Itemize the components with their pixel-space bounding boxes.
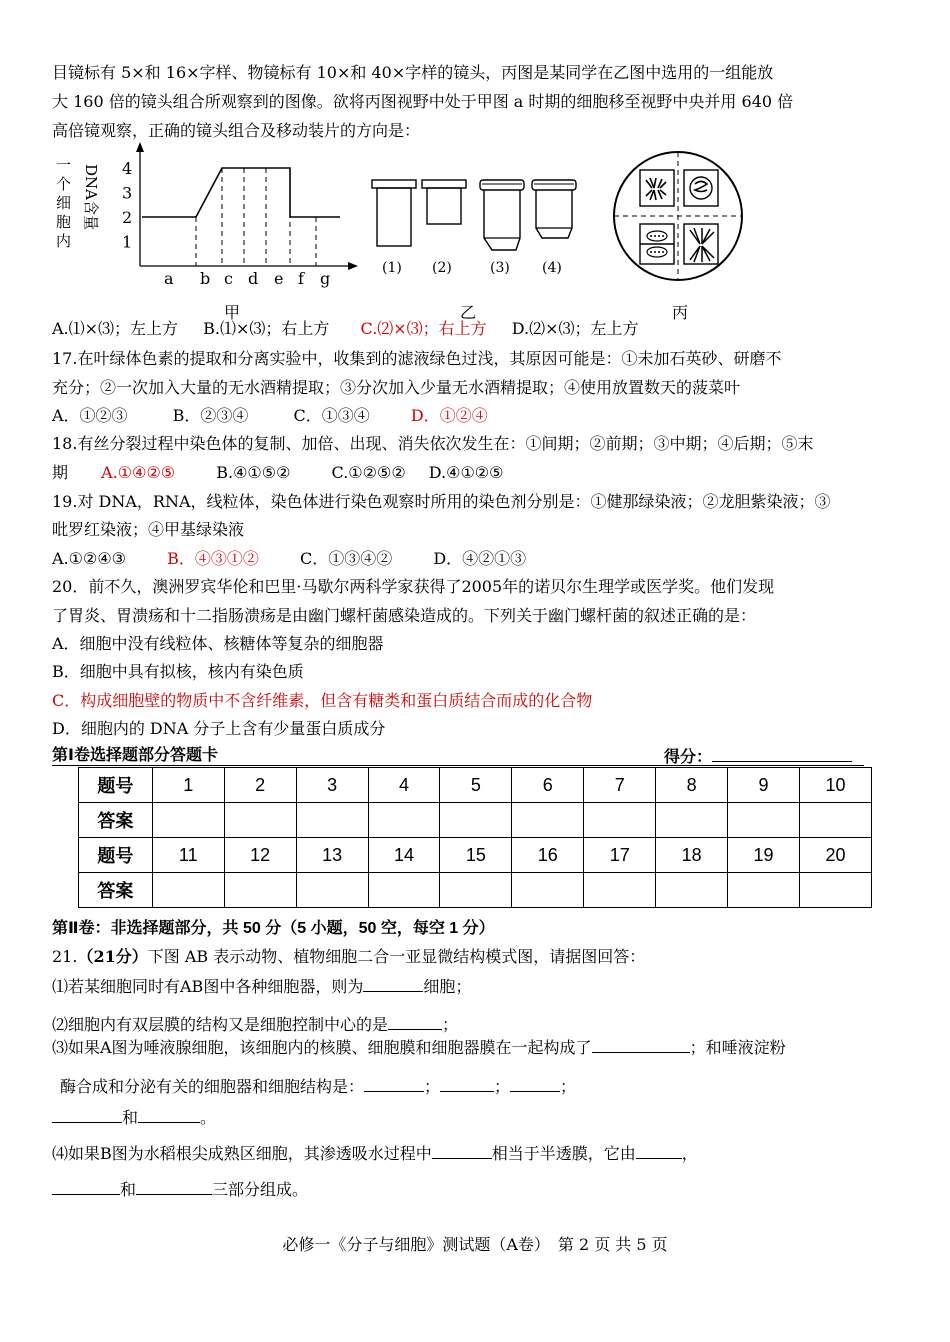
- q18-stem-1: 18.有丝分裂过程中染色体的复制、加倍、出现、消失依次发生在：①间期；②前期；③中期；④后期；⑤末: [52, 434, 814, 453]
- num-cell: 16: [512, 838, 584, 873]
- q17-option-b: B．②③④: [172, 406, 249, 425]
- intro-line-3: 高倍镜观察，正确的镜头组合及移动装片的方向是：: [52, 121, 421, 140]
- blank-8[interactable]: [138, 1106, 200, 1123]
- q21-sub-4-line-2: [52, 1178, 308, 1201]
- row-label-num: 题号: [79, 768, 153, 803]
- answer-card-title: 第Ⅰ卷选择题部分答题卡: [52, 747, 218, 764]
- blank-5[interactable]: [440, 1075, 494, 1092]
- bing-caption: 丙: [672, 303, 689, 322]
- blank-6[interactable]: [510, 1075, 560, 1092]
- q16-option-c: C.⑵×⑶；右上方: [360, 319, 487, 338]
- jia-xtick-label: b: [200, 269, 211, 288]
- s3-end: 。: [200, 1108, 217, 1127]
- num-cell: 2: [224, 768, 296, 803]
- q21-sub-4: [52, 1142, 698, 1165]
- s1-pre: ⑴若某细胞同时有AB图中各种细胞器，则为: [52, 977, 364, 996]
- s4-mid: 相当于半透膜，它由: [491, 1144, 636, 1163]
- num-cell: 4: [368, 768, 440, 803]
- q18-stem-2: 期: [52, 463, 69, 482]
- num-cell: 19: [728, 838, 800, 873]
- blank-4[interactable]: [364, 1075, 424, 1092]
- answer-cell[interactable]: [656, 873, 728, 908]
- q18-option-b: B.④①⑤②: [216, 463, 291, 482]
- q17-option-a: A．①②③: [52, 406, 128, 425]
- blank-3[interactable]: [592, 1036, 690, 1053]
- answer-cell[interactable]: [799, 803, 871, 838]
- sep-1: ；: [424, 1077, 441, 1096]
- cell-bottom-left: [640, 224, 674, 264]
- intro-line-1: 目镜标有 5×和 16×字样、物镜标有 10×和 40×字样的镜头，丙图是某同学在乙图中选用的一组能放: [52, 63, 774, 82]
- answer-cell[interactable]: [584, 873, 656, 908]
- jia-ytick-label: 1: [122, 232, 133, 252]
- num-cell: 6: [512, 768, 584, 803]
- bing-field-of-view: [610, 148, 750, 288]
- q17-option-c: C．①③④: [293, 406, 370, 425]
- q20-stem-2: 了胃炎、胃溃疡和十二指肠溃疡是由幽门螺杆菌感染造成的。下列关于幽门螺杆菌的叙述正确的是：: [52, 606, 757, 625]
- q21-score: （21分）: [77, 947, 148, 966]
- q18-option-c: C.①②⑤②: [331, 463, 406, 482]
- q20-option-b: B．细胞中具有拟核，核内有染色质: [52, 662, 304, 681]
- jia-ytick-label: 2: [122, 208, 133, 227]
- row-label-ans: 答案: [79, 873, 153, 908]
- lens-label-3: (3): [490, 260, 510, 276]
- answer-cell[interactable]: [512, 873, 584, 908]
- score-label-text: 得分：: [664, 749, 713, 766]
- answer-row-ans-2: [79, 873, 872, 908]
- jia-dna-graph: [52, 142, 372, 292]
- cell-bottom-right: [684, 224, 718, 264]
- jia-ylabel-char: 个: [56, 175, 72, 193]
- answer-row-nums-1: [79, 768, 872, 803]
- jia-ylabel-char: 胞: [56, 213, 72, 231]
- jia-xtick-label: e: [274, 269, 284, 288]
- answer-cell[interactable]: [368, 873, 440, 908]
- s1-post: 细胞；: [423, 977, 472, 996]
- q21-sub-2: [52, 1013, 458, 1036]
- s4-comma: ，: [681, 1144, 698, 1163]
- row-label-ans: 答案: [79, 803, 153, 838]
- figure-area: [52, 142, 912, 322]
- q16-option-b: B.⑴×⑶；右上方: [203, 319, 330, 338]
- q18-option-d: D.④①②⑤: [428, 463, 504, 482]
- jia-ylabel-char: 一: [56, 156, 72, 174]
- q17-stem-2: 充分；②一次加入大量的无水酒精提取；③分次加入少量无水酒精提取；④使用放置数天的菠菜叶: [52, 378, 741, 397]
- num-cell: 13: [296, 838, 368, 873]
- page-footer: 必修一《分子与细胞》测试题（A卷） 第 2 页 共 5 页: [282, 1235, 668, 1254]
- jia-caption: 甲: [224, 303, 241, 322]
- lens-label-1: (1): [382, 260, 402, 276]
- q20-option-c: C．构成细胞壁的物质中不含纤维素，但含有糖类和蛋白质结合而成的化合物: [52, 691, 593, 710]
- answer-cell[interactable]: [728, 873, 800, 908]
- s2-pre: ⑵细胞内有双层膜的结构又是细胞控制中心的是: [52, 1015, 389, 1034]
- q20-stem-1: 20．前不久，澳洲罗宾华伦和巴里·马歇尔两科学家获得了2005年的诺贝尔生理学或医学奖。他们发现: [52, 577, 775, 596]
- jia-ylabel-char: 细: [56, 194, 72, 212]
- jia-xtick-label: d: [248, 269, 259, 288]
- blank-9[interactable]: [432, 1142, 492, 1159]
- q17-stem-1: 17.在叶绿体色素的提取和分离实验中，收集到的滤液绿色过浅，其原因可能是：①未加石英砂、研磨不: [52, 349, 782, 368]
- num-cell: 12: [224, 838, 296, 873]
- q17-options: [52, 405, 488, 427]
- q18-option-a: A.①④②⑤: [101, 463, 176, 482]
- blank-7[interactable]: [52, 1106, 122, 1123]
- s3-post: ；和唾液淀粉: [689, 1038, 786, 1057]
- answer-cell[interactable]: [152, 803, 224, 838]
- answer-row-nums-2: [79, 838, 872, 873]
- q21-sub-3-line-3: [52, 1106, 216, 1129]
- jia-ylabel-dna: DNA含量: [82, 164, 100, 230]
- num-cell: 14: [368, 838, 440, 873]
- blank-12[interactable]: [136, 1178, 212, 1195]
- q17-option-d: D．①②④: [410, 406, 488, 425]
- q21-stem-text: 下图 AB 表示动物、植物细胞二合一亚显微结构模式图，请据图回答：: [147, 947, 646, 966]
- num-cell: 8: [656, 768, 728, 803]
- num-cell: 1: [152, 768, 224, 803]
- answer-cell[interactable]: [584, 803, 656, 838]
- s3-and: 和: [122, 1108, 139, 1127]
- q16-option-a: A.⑴×⑶；左上方: [52, 319, 179, 338]
- lens-label-2: (2): [432, 260, 452, 276]
- q16-option-d: D.⑵×⑶；左上方: [511, 319, 639, 338]
- sep-3: ；: [560, 1077, 577, 1096]
- q21-sub-3: [52, 1036, 786, 1059]
- answer-cell[interactable]: [296, 873, 368, 908]
- num-cell: 11: [152, 838, 224, 873]
- cell-top-left: [640, 170, 674, 206]
- num-cell: 9: [728, 768, 800, 803]
- jia-xtick-label: a: [164, 269, 174, 288]
- row-label-num: 题号: [79, 838, 153, 873]
- jia-dna-curve: [142, 168, 340, 217]
- num-cell: 10: [799, 768, 871, 803]
- s4-end: 三部分组成。: [212, 1180, 309, 1199]
- q21-num: 21.: [52, 947, 78, 966]
- answer-cell[interactable]: [440, 803, 512, 838]
- title-underline: [52, 765, 864, 766]
- s3-line2: 酶合成和分泌有关的细胞器和细胞结构是：: [60, 1077, 365, 1096]
- q19-option-a: A.①②④③: [52, 549, 127, 568]
- q19-option-c: C．①③④②: [299, 549, 393, 568]
- s4-pre: ⑷如果B图为水稻根尖成熟区细胞，其渗透吸水过程中: [52, 1144, 432, 1163]
- lens-4: [532, 180, 576, 238]
- lens-1: [372, 180, 416, 246]
- s4-and: 和: [120, 1180, 137, 1199]
- q20-option-d: D．细胞内的 DNA 分子上含有少量蛋白质成分: [52, 719, 386, 738]
- num-cell: 17: [584, 838, 656, 873]
- num-cell: 7: [584, 768, 656, 803]
- q21-stem: [52, 946, 645, 968]
- answer-row-ans-1: [79, 803, 872, 838]
- q21-sub-3-line-2: [60, 1075, 576, 1098]
- lens-label-4: (4): [542, 260, 562, 276]
- score-blank[interactable]: [712, 745, 852, 762]
- q21-sub-1: [52, 975, 471, 998]
- answer-cell[interactable]: [656, 803, 728, 838]
- num-cell: 5: [440, 768, 512, 803]
- answer-cell[interactable]: [512, 803, 584, 838]
- jia-xtick-label: g: [320, 269, 331, 288]
- jia-xtick-label: f: [298, 269, 304, 288]
- q16-options: [52, 318, 639, 340]
- yi-lenses: [370, 142, 590, 292]
- lens-3: [480, 180, 524, 250]
- blank-2[interactable]: [388, 1013, 442, 1030]
- s2-post: ；: [442, 1015, 459, 1034]
- q19-option-d: D．④②①③: [433, 549, 527, 568]
- q19-stem-1: 19.对 DNA，RNA，线粒体，染色体进行染色观察时所用的染色剂分别是：①健那绿染液；②龙胆紫染液；③: [52, 492, 831, 511]
- s3-pre: ⑶如果A图为唾液腺细胞，该细胞内的核膜、细胞膜和细胞器膜在一起构成了: [52, 1038, 592, 1057]
- blank-11[interactable]: [52, 1178, 120, 1195]
- blank-10[interactable]: [636, 1142, 682, 1159]
- jia-ylabel-char: 内: [56, 232, 72, 250]
- yi-caption: 乙: [460, 303, 477, 322]
- lens-2: [422, 180, 466, 224]
- answer-cell[interactable]: [799, 873, 871, 908]
- jia-ytick-label: 3: [122, 183, 133, 203]
- answer-cell[interactable]: [224, 873, 296, 908]
- blank-1[interactable]: [363, 975, 423, 992]
- q19-options: [52, 548, 526, 570]
- cell-top-right: [684, 170, 718, 206]
- intro-line-2: 大 160 倍的镜头组合所观察到的图像。欲将丙图视野中处于甲图 a 时期的细胞移至视野中央并用 640 倍: [52, 92, 794, 111]
- jia-xtick-label: c: [224, 269, 233, 288]
- q19-option-b: B．④③①②: [167, 549, 259, 568]
- answer-cell[interactable]: [440, 873, 512, 908]
- answer-cell[interactable]: [224, 803, 296, 838]
- sep-2: ；: [494, 1077, 511, 1096]
- answer-cell[interactable]: [152, 873, 224, 908]
- jia-ytick-label: 4: [122, 159, 133, 178]
- q18-line-2: [52, 462, 503, 484]
- num-cell: 20: [799, 838, 871, 873]
- answer-cell[interactable]: [296, 803, 368, 838]
- num-cell: 18: [656, 838, 728, 873]
- answer-cell[interactable]: [368, 803, 440, 838]
- num-cell: 15: [440, 838, 512, 873]
- part2-title: 第Ⅱ卷：非选择题部分，共 50 分（5 小题，50 空，每空 1 分）: [52, 920, 495, 937]
- num-cell: 3: [296, 768, 368, 803]
- q19-stem-2: 吡罗红染液；④甲基绿染液: [52, 520, 245, 539]
- q20-option-a: A．细胞中没有线粒体、核糖体等复杂的细胞器: [52, 634, 384, 653]
- answer-card-table: [78, 767, 872, 908]
- answer-cell[interactable]: [728, 803, 800, 838]
